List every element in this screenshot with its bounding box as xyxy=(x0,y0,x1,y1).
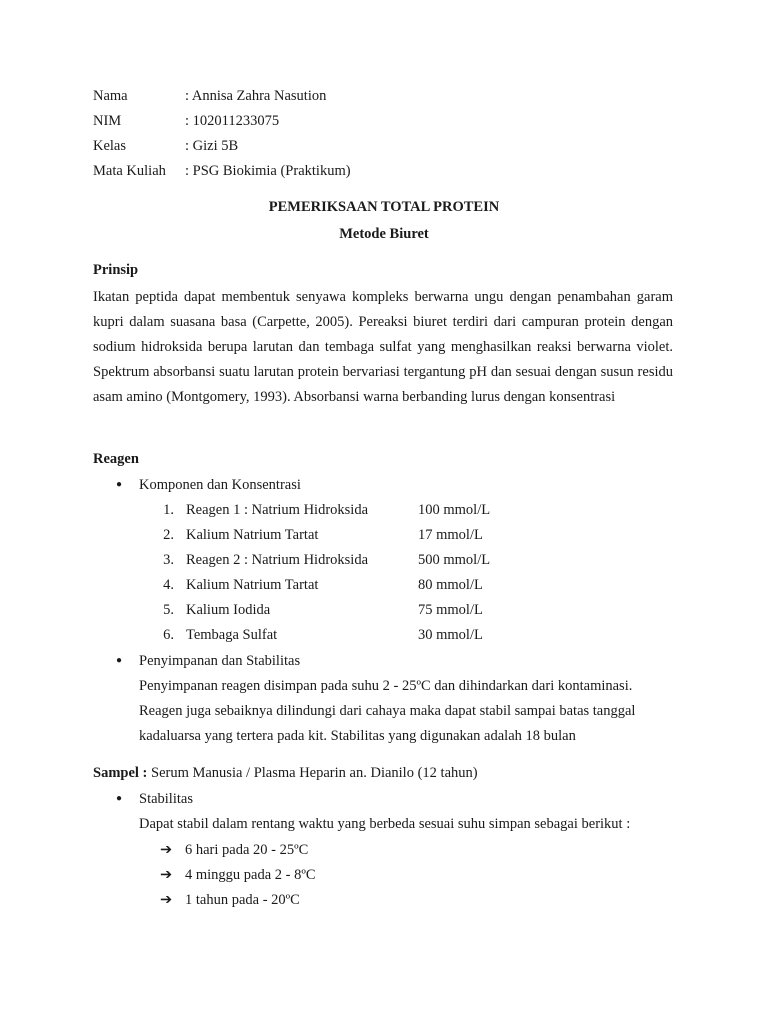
reagent-name: Kalium Natrium Tartat xyxy=(186,577,319,593)
reagent-name: Reagen 2 : Natrium Hidroksida xyxy=(186,552,369,568)
right-arrow-icon: ➔ xyxy=(160,842,173,858)
stability-item-text: 4 minggu pada 2 - 8ºC xyxy=(185,867,316,883)
document-subtitle: Metode Biuret xyxy=(339,226,429,242)
stability-item-text: 1 tahun pada - 20ºC xyxy=(185,892,300,908)
identity-value: : Annisa Zahra Nasution xyxy=(185,88,327,104)
storage-paragraph: Penyimpanan reagen disimpan pada suhu 2 - 25ºC dan dihindarkan dari kontaminasi. Reagen juga sebaiknya dilindungi dari cahaya maka dapat stabil sampai batas tanggal kadaluarsa yang tertera pada kit. Stabilitas yang digunakan adalah 18 bulan xyxy=(139,678,636,744)
identity-value: : 102011233075 xyxy=(185,113,280,129)
section-heading-reagen: Reagen xyxy=(93,451,139,467)
reagent-concentration: 17 mmol/L xyxy=(418,527,483,543)
bullet-icon: ● xyxy=(116,479,123,490)
bullet-icon: ● xyxy=(116,655,123,666)
identity-label: Nama xyxy=(93,88,128,104)
bullet-label: Komponen dan Konsentrasi xyxy=(139,477,301,493)
bullet-label: Penyimpanan dan Stabilitas xyxy=(139,653,301,669)
reagent-number: 6. xyxy=(163,627,174,643)
section-heading-prinsip: Prinsip xyxy=(93,262,139,278)
bullet-label: Stabilitas xyxy=(139,791,193,807)
reagent-name: Kalium Iodida xyxy=(186,602,271,618)
sample-value: Serum Manusia / Plasma Heparin an. Dianilo (12 tahun) xyxy=(147,765,478,781)
reagent-number: 5. xyxy=(163,602,174,618)
reagent-concentration: 100 mmol/L xyxy=(418,502,491,518)
bullet-icon: ● xyxy=(116,793,123,804)
identity-value: : Gizi 5B xyxy=(185,138,239,154)
identity-value: : PSG Biokimia (Praktikum) xyxy=(185,163,351,179)
prinsip-paragraph: Ikatan peptida dapat membentuk senyawa kompleks berwarna ungu dengan penambahan garam kupri dalam suasana basa (Carpette, 2005). Pereaksi biuret terdiri dari campuran protein dengan sodium hidroksida berupa larutan dan tembaga sulfat yang menghasilkan reaksi berwarna violet. Spektrum absorbansi suatu larutan protein bervariasi tergantung pH dan sesuai dengan susun residu asam amino (Montgomery, 1993). Absorbansi warna berbanding lurus dengan konsentrasi xyxy=(93,289,673,405)
reagent-name: Tembaga Sulfat xyxy=(186,627,278,643)
sample-line xyxy=(93,763,478,783)
reagent-concentration: 75 mmol/L xyxy=(418,602,483,618)
stability-item-text: 6 hari pada 20 - 25ºC xyxy=(185,842,309,858)
reagent-number: 2. xyxy=(163,527,174,543)
reagent-concentration: 500 mmol/L xyxy=(418,552,491,568)
identity-label: NIM xyxy=(93,113,122,129)
reagent-number: 1. xyxy=(163,502,174,518)
reagent-concentration: 80 mmol/L xyxy=(418,577,483,593)
stability-intro: Dapat stabil dalam rentang waktu yang berbeda sesuai suhu simpan sebagai berikut : xyxy=(139,816,631,832)
identity-label: Kelas xyxy=(93,138,127,154)
reagent-name: Reagen 1 : Natrium Hidroksida xyxy=(186,502,369,518)
reagent-number: 4. xyxy=(163,577,174,593)
right-arrow-icon: ➔ xyxy=(160,892,173,908)
sample-label: Sampel : xyxy=(93,765,148,781)
document-title: PEMERIKSAAN TOTAL PROTEIN xyxy=(268,199,500,215)
right-arrow-icon: ➔ xyxy=(160,867,173,883)
identity-label: Mata Kuliah xyxy=(93,163,166,179)
reagent-name: Kalium Natrium Tartat xyxy=(186,527,319,543)
reagent-number: 3. xyxy=(163,552,174,568)
reagent-concentration: 30 mmol/L xyxy=(418,627,483,643)
